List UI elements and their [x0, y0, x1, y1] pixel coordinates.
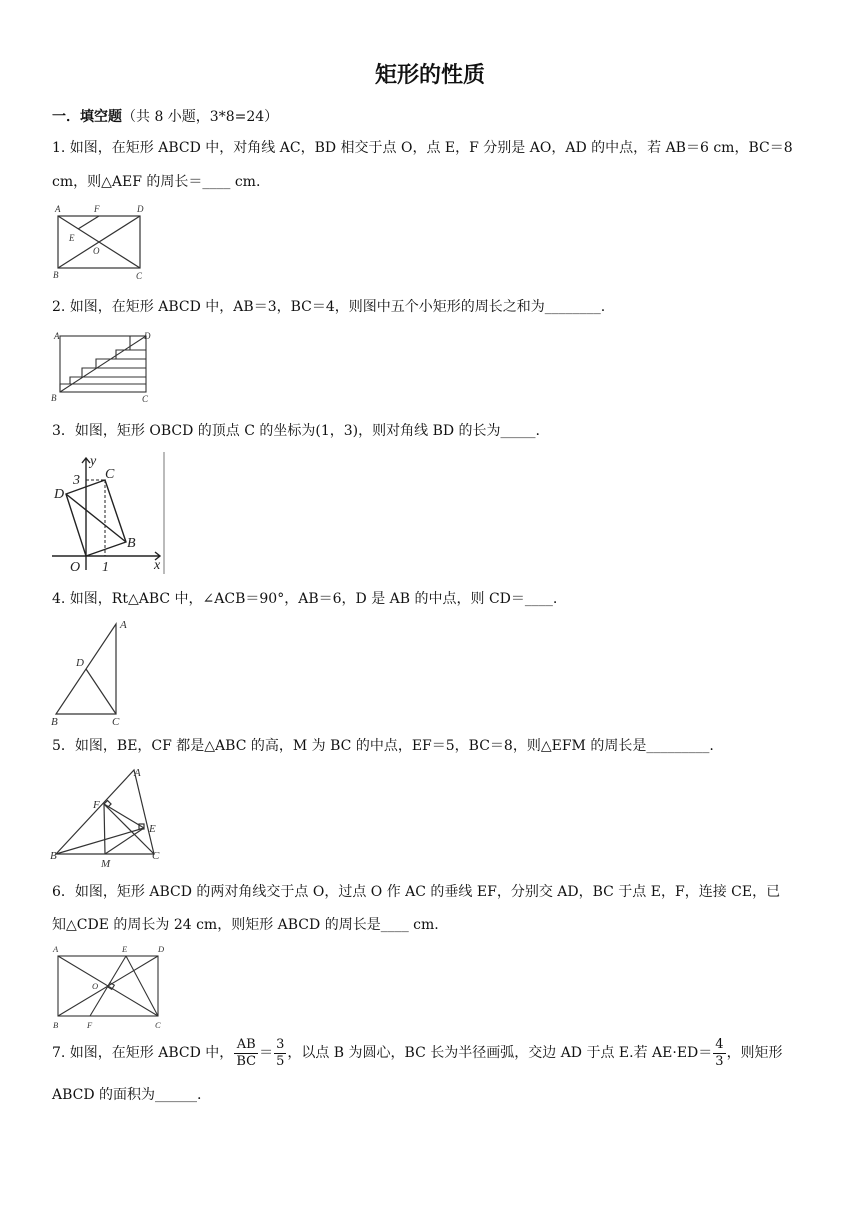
q7-mid: ，以点 B 为圆心，BC 长为半径画弧，交边 AD 于点 E.若 AE·ED＝	[287, 1045, 713, 1061]
question-2: 2. 如图，在矩形 ABCD 中，AB＝3，BC＝4，则图中五个小矩形的周长之和为________.	[52, 299, 606, 315]
segment-fm	[104, 804, 105, 854]
label-f: F	[87, 1020, 93, 1030]
label-c: C	[142, 394, 149, 404]
label-c: C	[105, 467, 115, 482]
label-e: E	[69, 233, 75, 243]
altitude-cf	[104, 804, 154, 854]
label-d: D	[137, 204, 144, 214]
fraction-ab-bc: $\frac{AB}{BC}$	[236, 1036, 257, 1069]
label-a: A	[54, 331, 60, 341]
question-6-line-2: 知△CDE 的周长为 24 cm，则矩形 ABCD 的周长是____ cm.	[52, 917, 439, 933]
label-b: B	[50, 850, 57, 862]
question-5: 5．如图，BE，CF 都是△ABC 的高，M 为 BC 的中点，EF＝5，BC＝8，则△EFM 的周长是_________.	[52, 738, 714, 754]
segment-ef	[78, 216, 99, 229]
label-1: 1	[102, 560, 109, 575]
label-c: C	[112, 716, 120, 728]
figure-q6	[48, 942, 172, 1032]
label-e: E	[122, 944, 128, 954]
q7-post: ，则矩形	[726, 1045, 783, 1061]
question-1-line-1: 1. 如图，在矩形 ABCD 中，对角线 AC，BD 相交于点 O，点 E，F 分别是 AO，AD 的中点，若 AB＝6 cm，BC＝8	[52, 140, 793, 156]
question-7-line-2: ABCD 的面积为______.	[52, 1087, 202, 1103]
fraction-3-5: $\frac{3}{5}$	[276, 1036, 285, 1069]
label-c: C	[152, 850, 160, 862]
section-label: 一．填空题	[52, 109, 122, 125]
label-o: O	[70, 560, 81, 575]
section-info: （共 8 小题，3*8=24）	[122, 109, 279, 125]
label-d: D	[158, 944, 165, 954]
label-b: B	[51, 393, 57, 403]
label-a: A	[55, 204, 61, 214]
label-d: D	[54, 487, 65, 502]
question-4: 4. 如图，Rt△ABC 中，∠ACB＝90°，AB＝6，D 是 AB 的中点，则 CD＝____.	[52, 591, 558, 607]
question-7-line-1: 7. 如图，在矩形 ABCD 中， $\frac{AB}{BC}$ ＝ $\frac{3}{5}$ ，以点 B 为圆心，BC 长为半径画弧，交边 AD 于点 E.若 AE·ED＝ $\frac{4}{3}$ ，则矩形	[52, 1036, 783, 1069]
label-b: B	[53, 270, 59, 280]
label-f: F	[93, 799, 100, 811]
fraction-4-3: $\frac{4}{3}$	[715, 1036, 724, 1069]
label-e: E	[149, 823, 156, 835]
figure-q3	[48, 452, 168, 576]
label-a: A	[120, 619, 127, 631]
figure-q1	[48, 202, 158, 284]
altitude-be	[56, 828, 144, 854]
label-a: A	[53, 944, 59, 954]
label-3: 3	[73, 473, 80, 488]
question-3: 3．如图，矩形 OBCD 的顶点 C 的坐标为(1，3)，则对角线 BD 的长为_____.	[52, 423, 540, 439]
label-c: C	[136, 271, 143, 281]
label-d: D	[76, 657, 84, 669]
segment-cd	[86, 669, 116, 714]
label-a: A	[134, 767, 141, 779]
label-b: B	[53, 1020, 59, 1030]
figure-q2	[48, 328, 158, 408]
label-o: O	[93, 246, 100, 256]
right-angle-o	[107, 983, 114, 990]
figure-q5	[48, 762, 174, 870]
label-b: B	[127, 536, 136, 551]
label-b: B	[51, 716, 58, 728]
page-title: 矩形的性质	[374, 63, 485, 88]
label-d: D	[144, 331, 151, 341]
question-1-line-2: cm，则△AEF 的周长＝____ cm.	[52, 174, 261, 190]
label-m: M	[101, 858, 111, 870]
label-o: O	[92, 981, 99, 991]
q7-pre: 7. 如图，在矩形 ABCD 中，	[52, 1045, 234, 1061]
label-c: C	[155, 1020, 161, 1030]
label-f: F	[94, 204, 100, 214]
label-x: x	[154, 558, 161, 573]
diagonal-bd	[66, 494, 126, 542]
section-heading	[52, 106, 278, 126]
segment-em	[105, 828, 144, 854]
figure-q4	[48, 616, 138, 728]
label-y: y	[90, 454, 97, 469]
question-6-line-1: 6．如图，矩形 ABCD 的两对角线交于点 O，过点 O 作 AC 的垂线 EF，分别交 AD，BC 于点 E，F，连接 CE，已	[52, 884, 781, 900]
